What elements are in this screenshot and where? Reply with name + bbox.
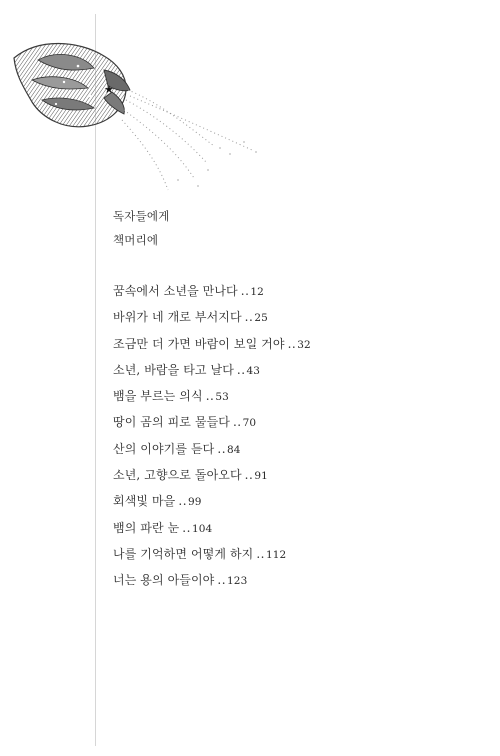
toc-title: 너는 용의 아들이야 [113,573,215,588]
toc-page-number: 91 [254,470,268,483]
toc-leader: .. [232,415,242,430]
toc-page-number: 32 [297,338,311,351]
toc-title: 산의 이야기를 듣다 [113,441,215,456]
toc-entry [113,387,311,405]
toc-title: 바위가 네 개로 부서지다 [113,310,242,325]
toc-leader: .. [205,389,215,404]
front-item-readers-note: 독자들에게 [113,209,170,223]
toc-title: 뱀의 파란 눈 [113,520,180,535]
toc-entry [113,413,311,431]
toc-page-number: 43 [246,364,261,377]
toc-leader: .. [178,494,188,509]
toc-title: 회색빛 마을 [113,494,176,509]
toc-entry [113,361,311,379]
toc-entry [113,466,311,484]
toc-title: 소년, 고향으로 돌아오다 [113,468,242,483]
toc-page-number: 99 [188,496,202,509]
toc-page-number: 53 [215,391,229,404]
toc-entry [113,440,311,458]
toc-entry [113,545,311,563]
toc-page-number: 12 [250,286,264,298]
toc-leader: .. [256,546,265,561]
front-item-preface: 책머리에 [113,233,159,247]
toc-leader: .. [182,520,191,535]
toc-leader: .. [236,362,246,377]
table-of-contents [113,282,311,598]
toc-title: 소년, 바람을 타고 날다 [113,362,234,377]
toc-page-number: 112 [266,548,287,561]
toc-entry [113,335,311,353]
toc-leader: .. [217,441,227,456]
front-matter-list [113,206,170,254]
bird-illustration-icon [8,30,268,200]
svg-text:★: ★ [104,83,114,96]
toc-entry [113,282,311,300]
toc-title: 꿈속에서 소년을 만나다 [113,284,238,298]
toc-page-number: 70 [242,417,257,430]
toc-title: 나를 기억하면 어떻게 하지 [113,546,254,561]
toc-page-number: 104 [191,522,213,535]
toc-leader: .. [240,284,250,298]
toc-page-number: 84 [227,443,241,456]
toc-leader: .. [287,336,297,351]
toc-page-number: 25 [254,312,268,325]
toc-entry [113,492,311,510]
toc-leader: .. [217,573,227,588]
toc-entry [113,519,311,537]
toc-leader: .. [244,468,254,483]
toc-entry [113,571,311,589]
toc-leader: .. [244,310,254,325]
toc-entry [113,308,311,326]
toc-title: 뱀을 부르는 의식 [113,389,203,404]
toc-title: 땅이 곰의 피로 물들다 [113,415,230,430]
toc-page-number: 123 [227,575,248,588]
toc-title: 조금만 더 가면 바람이 보일 거야 [113,336,285,351]
